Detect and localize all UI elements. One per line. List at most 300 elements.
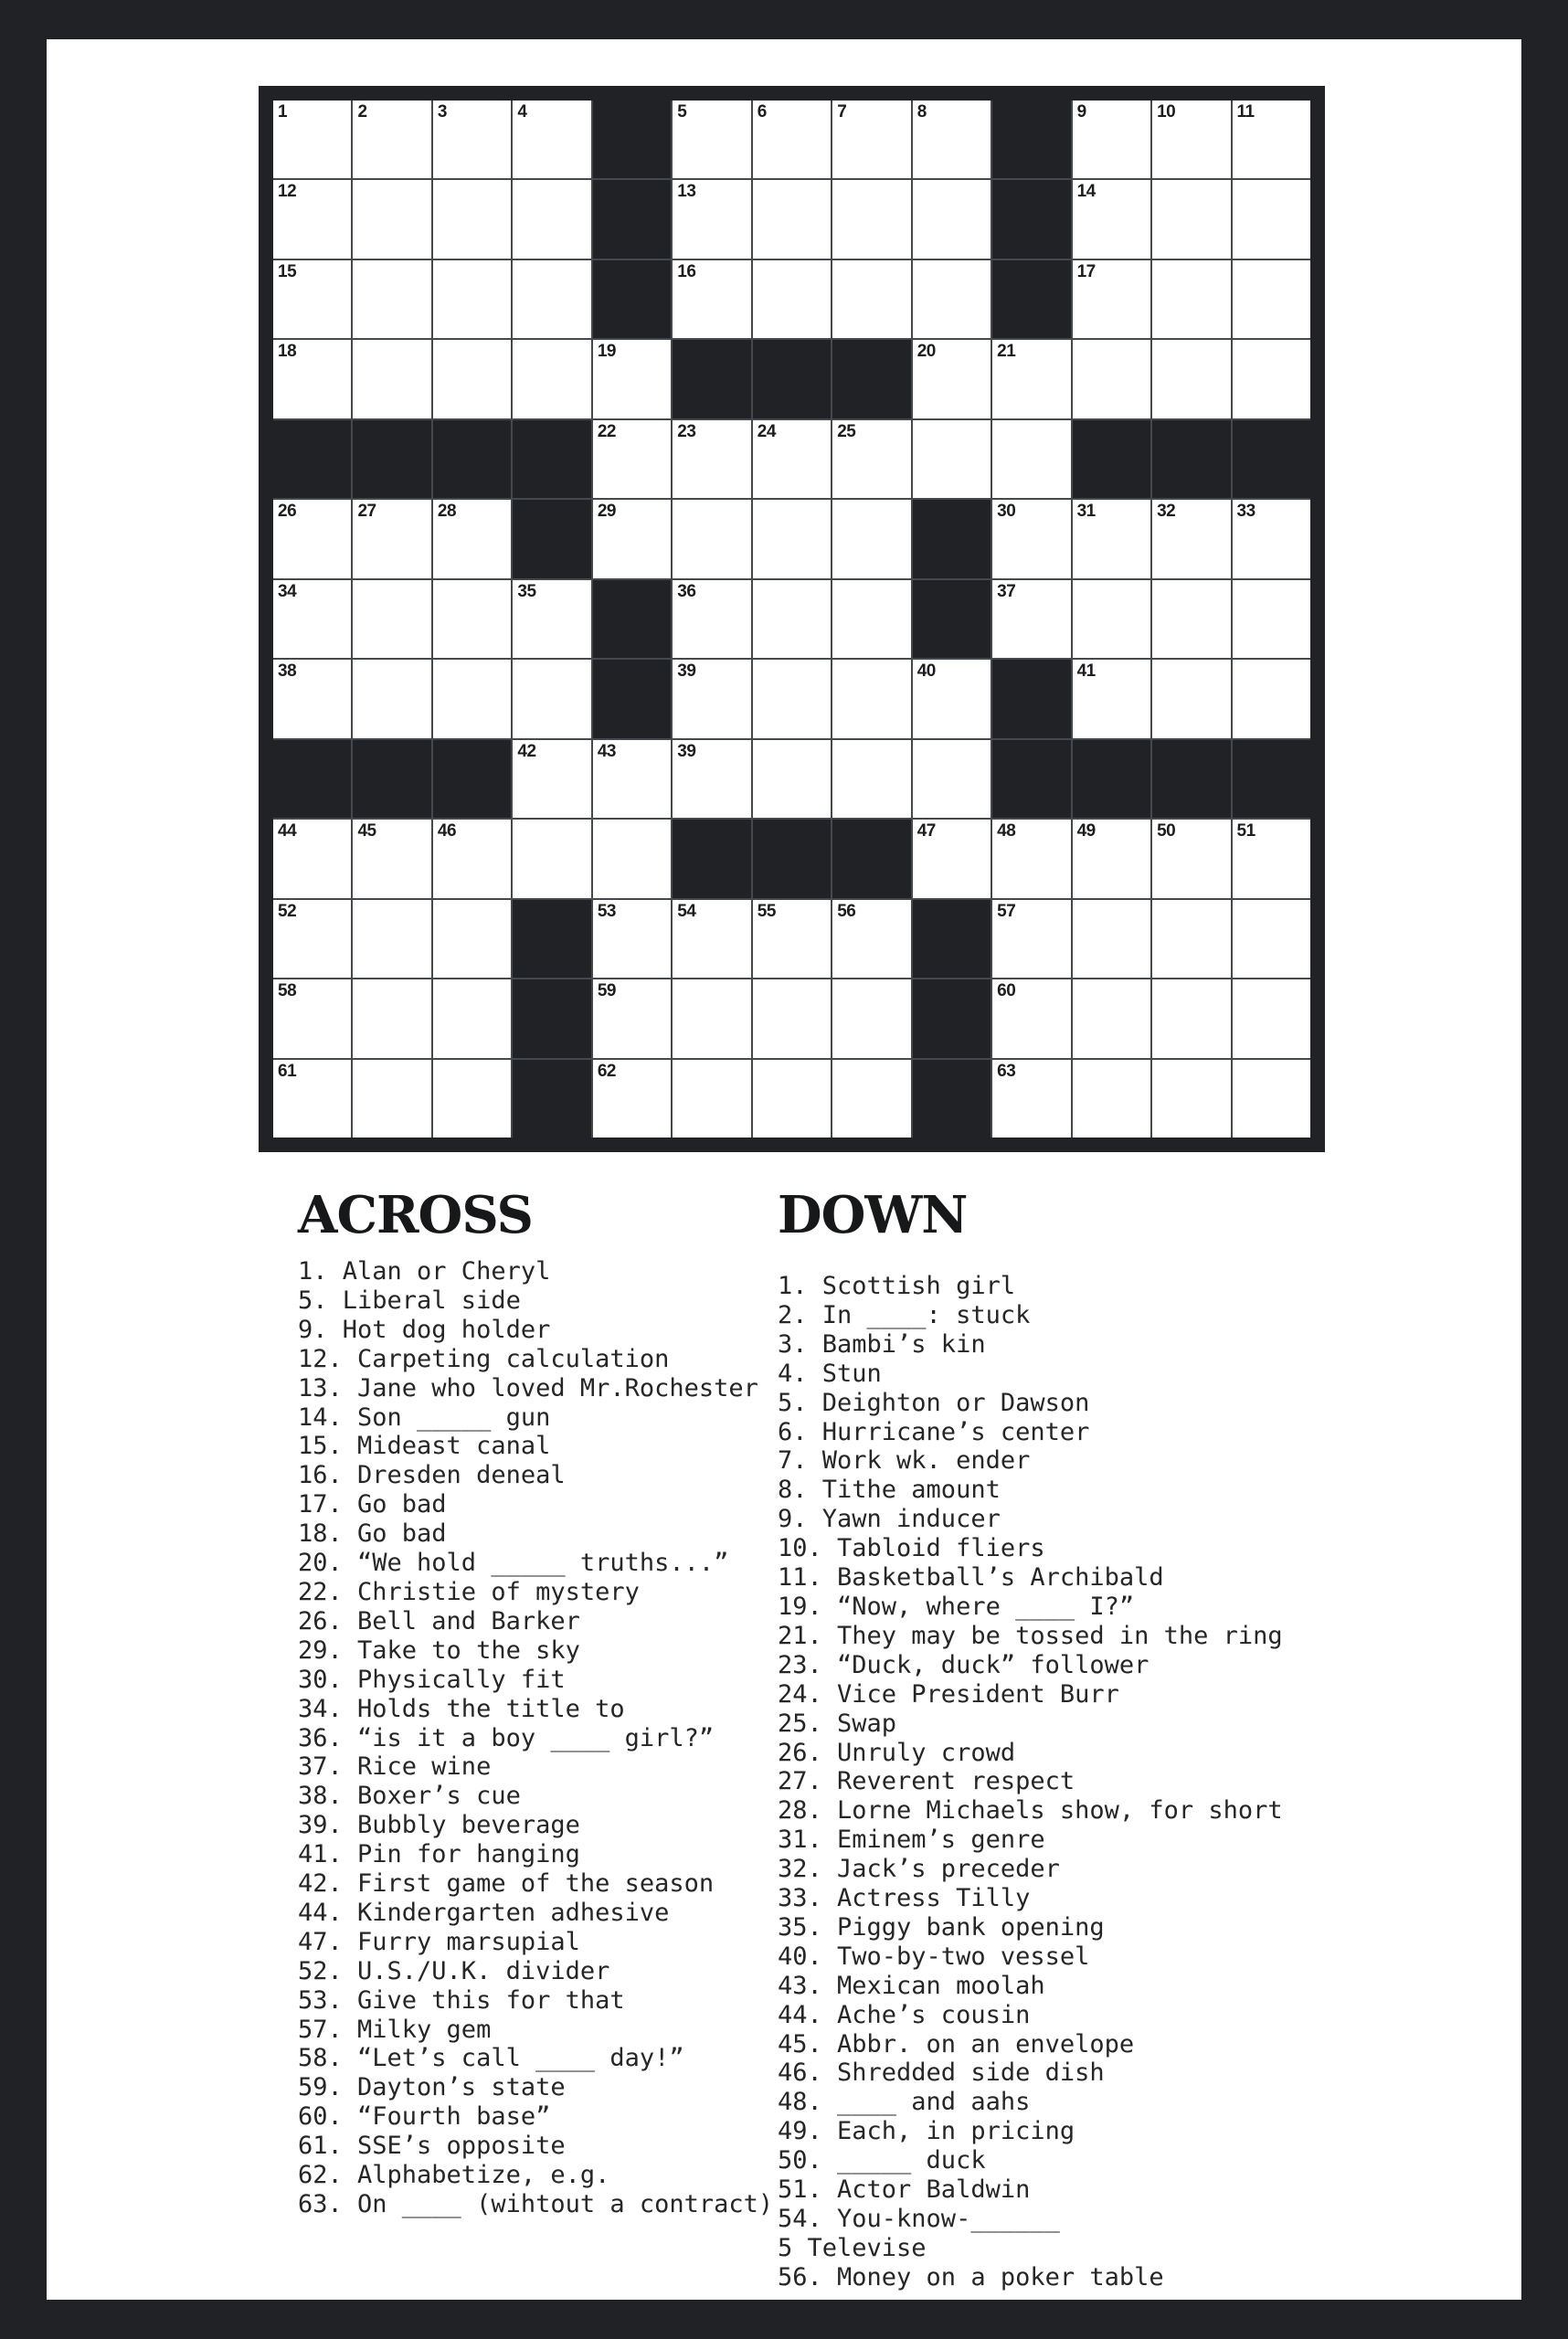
grid-cell[interactable] <box>273 340 351 418</box>
down-clue: 2. In ____: stuck <box>778 1300 1031 1329</box>
grid-cell[interactable] <box>832 1060 910 1138</box>
grid-cell[interactable] <box>433 260 511 338</box>
grid-cell[interactable] <box>673 979 750 1057</box>
black-cell <box>753 340 831 418</box>
across-clue: 9. Hot dog holder <box>298 1315 551 1344</box>
grid-cell[interactable] <box>753 420 831 498</box>
grid-cell[interactable] <box>353 900 430 978</box>
grid-cell[interactable] <box>913 260 991 338</box>
grid-cell[interactable] <box>273 900 351 978</box>
grid-cell[interactable] <box>433 1060 511 1138</box>
grid-cell[interactable] <box>1233 1060 1310 1138</box>
grid-cell[interactable] <box>1233 979 1310 1057</box>
cell-number: 57 <box>997 901 1016 921</box>
cell-number: 40 <box>916 661 936 682</box>
across-clue: 59. Dayton’s state <box>298 2073 566 2102</box>
cell-number: 1 <box>278 102 288 122</box>
cell-number: 15 <box>278 261 297 281</box>
black-cell <box>913 979 991 1057</box>
grid-cell[interactable] <box>832 260 910 338</box>
grid-cell[interactable] <box>753 260 831 338</box>
grid-cell[interactable] <box>1073 820 1150 897</box>
grid-cell[interactable] <box>1152 660 1230 737</box>
down-clue: 23. “Duck, duck” follower <box>778 1650 1150 1679</box>
grid-cell[interactable] <box>913 660 991 737</box>
across-clue: 1. Alan or Cheryl <box>298 1257 551 1286</box>
black-cell <box>673 340 750 418</box>
across-clue: 16. Dresden deneal <box>298 1461 566 1490</box>
black-cell <box>513 979 590 1057</box>
down-clue: 45. Abbr. on an envelope <box>778 2029 1135 2059</box>
cell-number: 34 <box>278 581 297 601</box>
across-clue: 63. On ____ (wihtout a contract) <box>298 2190 774 2218</box>
down-clue: 21. They may be tossed in the ring <box>778 1621 1283 1650</box>
grid-cell[interactable] <box>513 660 590 737</box>
down-clue-list <box>778 1272 1283 2292</box>
grid-cell[interactable] <box>353 340 430 418</box>
grid-cell[interactable] <box>673 740 750 818</box>
grid-cell[interactable] <box>832 101 910 178</box>
across-clue: 44. Kindergarten adhesive <box>298 1898 670 1927</box>
grid-cell[interactable] <box>1233 580 1310 658</box>
grid-cell[interactable] <box>273 820 351 897</box>
grid-cell[interactable] <box>353 101 430 178</box>
grid-cell[interactable] <box>913 101 991 178</box>
grid-cell[interactable] <box>593 900 671 978</box>
black-cell <box>353 420 430 498</box>
cell-number: 61 <box>278 1061 297 1081</box>
grid-cell[interactable] <box>992 580 1070 658</box>
grid-cell[interactable] <box>513 260 590 338</box>
cell-number: 58 <box>278 981 297 1001</box>
cell-number: 18 <box>278 342 297 362</box>
grid-cell[interactable] <box>992 900 1070 978</box>
across-clue: 38. Boxer’s cue <box>298 1782 521 1811</box>
grid-cell[interactable] <box>273 500 351 577</box>
cell-number: 48 <box>997 821 1016 841</box>
grid-cell[interactable] <box>673 580 750 658</box>
cell-number: 56 <box>837 901 856 921</box>
grid-cell[interactable] <box>353 180 430 258</box>
cell-number: 5 <box>677 102 687 122</box>
across-clue: 53. Give this for that <box>298 1985 625 2015</box>
cell-number: 28 <box>437 502 457 522</box>
grid-cell[interactable] <box>753 660 831 737</box>
grid-cell[interactable] <box>513 101 590 178</box>
grid-cell[interactable] <box>513 180 590 258</box>
cell-number: 50 <box>1157 821 1176 841</box>
cell-number: 7 <box>837 102 847 122</box>
down-clue: 54. You-know-______ <box>778 2205 1060 2233</box>
down-clue: 44. Ache’s cousin <box>778 2000 1031 2029</box>
across-clue: 20. “We hold _____ truths...” <box>298 1549 729 1578</box>
across-clue: 41. Pin for hanging <box>298 1840 580 1869</box>
black-cell <box>433 740 511 818</box>
down-clue: 7. Work wk. ender <box>778 1446 1031 1476</box>
grid-cell[interactable] <box>433 101 511 178</box>
down-clue: 27. Reverent respect <box>778 1767 1075 1796</box>
across-clue: 57. Milky gem <box>298 2015 492 2044</box>
grid-cell[interactable] <box>992 979 1070 1057</box>
grid-cell[interactable] <box>1073 979 1150 1057</box>
grid-cell[interactable] <box>1233 260 1310 338</box>
down-clue: 35. Piggy bank opening <box>778 1912 1105 1942</box>
grid-cell[interactable] <box>593 740 671 818</box>
across-clue: 22. Christie of mystery <box>298 1577 640 1606</box>
cell-number: 16 <box>677 261 696 281</box>
black-cell <box>992 660 1070 737</box>
grid-cell[interactable] <box>913 740 991 818</box>
down-clue: 25. Swap <box>778 1709 897 1738</box>
cell-number: 35 <box>517 581 536 601</box>
black-cell <box>832 820 910 897</box>
grid-cell[interactable] <box>433 580 511 658</box>
grid-cell[interactable] <box>1152 580 1230 658</box>
cell-number: 3 <box>437 102 447 122</box>
down-clue: 49. Each, in pricing <box>778 2117 1075 2146</box>
black-cell <box>1152 420 1230 498</box>
down-clue: 5. Deighton or Dawson <box>778 1388 1090 1417</box>
cell-number: 36 <box>677 581 696 601</box>
down-clue: 56. Money on a poker table <box>778 2262 1164 2291</box>
grid-cell[interactable] <box>433 900 511 978</box>
down-clue: 51. Actor Baldwin <box>778 2175 1031 2205</box>
cell-number: 9 <box>1076 102 1086 122</box>
grid-cell[interactable] <box>753 101 831 178</box>
grid-cell[interactable] <box>832 180 910 258</box>
grid-cell[interactable] <box>1152 1060 1230 1138</box>
black-cell <box>992 101 1070 178</box>
grid-cell[interactable] <box>593 820 671 897</box>
grid-cell[interactable] <box>1233 180 1310 258</box>
grid-cell[interactable] <box>273 660 351 737</box>
down-clue: 9. Yawn inducer <box>778 1505 1001 1534</box>
down-clue: 46. Shredded side dish <box>778 2059 1105 2088</box>
grid-cell[interactable] <box>1233 900 1310 978</box>
across-clue: 12. Carpeting calculation <box>298 1344 670 1373</box>
grid-cell[interactable] <box>832 979 910 1057</box>
grid-cell[interactable] <box>673 101 750 178</box>
grid-cell[interactable] <box>753 500 831 577</box>
grid-cell[interactable] <box>1152 500 1230 577</box>
grid-cell[interactable] <box>1152 180 1230 258</box>
grid-cell[interactable] <box>673 500 750 577</box>
grid-cell[interactable] <box>273 260 351 338</box>
cell-number: 38 <box>278 661 297 682</box>
black-cell <box>1152 740 1230 818</box>
cell-number: 60 <box>997 981 1016 1001</box>
grid-cell[interactable] <box>1152 260 1230 338</box>
grid-cell[interactable] <box>913 420 991 498</box>
down-clue: 50. _____ duck <box>778 2146 986 2175</box>
black-cell <box>273 740 351 818</box>
down-clue: 6. Hurricane’s center <box>778 1417 1090 1446</box>
down-clue: 26. Unruly crowd <box>778 1738 1016 1767</box>
across-clue: 15. Mideast canal <box>298 1432 551 1461</box>
grid-cell[interactable] <box>273 1060 351 1138</box>
across-clue: 34. Holds the title to <box>298 1694 625 1723</box>
cell-number: 39 <box>677 661 696 682</box>
grid-cell[interactable] <box>832 420 910 498</box>
cell-number: 41 <box>1076 661 1096 682</box>
across-clue: 30. Physically fit <box>298 1665 566 1694</box>
grid-cell[interactable] <box>353 500 430 577</box>
grid-cell[interactable] <box>513 820 590 897</box>
black-cell <box>513 900 590 978</box>
grid-cell[interactable] <box>1233 660 1310 737</box>
across-clue: 61. SSE’s opposite <box>298 2132 566 2161</box>
grid-cell[interactable] <box>1152 340 1230 418</box>
black-cell <box>1073 420 1150 498</box>
across-clue: 37. Rice wine <box>298 1752 492 1782</box>
black-cell <box>593 180 671 258</box>
grid-cell[interactable] <box>673 180 750 258</box>
grid-cell[interactable] <box>753 979 831 1057</box>
across-clue: 39. Bubbly beverage <box>298 1811 580 1840</box>
black-cell <box>513 500 590 577</box>
cell-number: 62 <box>597 1061 616 1081</box>
grid-cell[interactable] <box>273 979 351 1057</box>
grid-cell[interactable] <box>992 420 1070 498</box>
down-clue: 1. Scottish girl <box>778 1272 1016 1300</box>
cell-number: 22 <box>597 421 616 441</box>
grid-cell[interactable] <box>1152 979 1230 1057</box>
down-clue: 3. Bambi’s kin <box>778 1329 986 1359</box>
grid-cell[interactable] <box>913 180 991 258</box>
black-cell <box>913 1060 991 1138</box>
grid-cell[interactable] <box>753 1060 831 1138</box>
grid-cell[interactable] <box>593 340 671 418</box>
grid-cell[interactable] <box>593 500 671 577</box>
across-clue: 62. Alphabetize, e.g. <box>298 2161 610 2190</box>
cell-number: 27 <box>357 502 376 522</box>
down-clue: 40. Two-by-two vessel <box>778 1942 1090 1971</box>
cell-number: 21 <box>997 342 1016 362</box>
grid-cell[interactable] <box>992 1060 1070 1138</box>
grid-cell[interactable] <box>1073 180 1150 258</box>
grid-cell[interactable] <box>273 580 351 658</box>
across-clue: 42. First game of the season <box>298 1869 715 1899</box>
cell-number: 30 <box>997 502 1016 522</box>
cell-number: 42 <box>517 741 536 761</box>
black-cell <box>832 340 910 418</box>
cell-number: 23 <box>677 421 696 441</box>
grid-cell[interactable] <box>992 820 1070 897</box>
grid-cell[interactable] <box>992 340 1070 418</box>
cell-number: 29 <box>597 502 616 522</box>
grid-cell[interactable] <box>433 180 511 258</box>
down-clue: 31. Eminem’s genre <box>778 1826 1045 1855</box>
cell-number: 26 <box>278 502 297 522</box>
grid-cell[interactable] <box>593 420 671 498</box>
grid-cell[interactable] <box>832 500 910 577</box>
grid-cell[interactable] <box>753 180 831 258</box>
cell-number: 10 <box>1157 102 1176 122</box>
grid-cell[interactable] <box>1073 900 1150 978</box>
grid-cell[interactable] <box>353 580 430 658</box>
cell-number: 2 <box>357 102 367 122</box>
grid-cell[interactable] <box>1073 340 1150 418</box>
grid-cell[interactable] <box>353 820 430 897</box>
down-clue: 48. ____ and aahs <box>778 2088 1031 2117</box>
grid-cell[interactable] <box>992 500 1070 577</box>
grid-cell[interactable] <box>273 101 351 178</box>
cell-number: 12 <box>278 182 297 202</box>
grid-cell[interactable] <box>1233 340 1310 418</box>
cell-number: 19 <box>597 342 616 362</box>
across-heading: ACROSS <box>298 1185 533 1245</box>
grid-cell[interactable] <box>273 180 351 258</box>
across-clue-list <box>298 1257 773 2219</box>
black-cell <box>593 660 671 737</box>
grid-cell[interactable] <box>753 900 831 978</box>
cell-number: 39 <box>677 741 696 761</box>
grid-cell[interactable] <box>433 660 511 737</box>
cell-number: 47 <box>916 821 936 841</box>
grid-cell[interactable] <box>353 660 430 737</box>
grid-cell[interactable] <box>1233 820 1310 897</box>
across-clue: 52. U.S./U.K. divider <box>298 1956 610 1985</box>
cell-number: 31 <box>1076 502 1096 522</box>
grid-cell[interactable] <box>353 260 430 338</box>
down-clue: 10. Tabloid fliers <box>778 1534 1045 1563</box>
grid-cell[interactable] <box>433 340 511 418</box>
black-cell <box>593 101 671 178</box>
cell-number: 37 <box>997 581 1016 601</box>
cell-number: 13 <box>677 182 696 202</box>
grid-cell[interactable] <box>353 979 430 1057</box>
cell-number: 32 <box>1157 502 1176 522</box>
across-clue: 47. Furry marsupial <box>298 1927 580 1956</box>
grid-cell[interactable] <box>1073 1060 1150 1138</box>
across-clue: 58. “Let’s call ____ day!” <box>298 2044 684 2073</box>
grid-cell[interactable] <box>832 740 910 818</box>
grid-cell[interactable] <box>1152 820 1230 897</box>
black-cell <box>1073 740 1150 818</box>
down-clue: 33. Actress Tilly <box>778 1884 1031 1913</box>
grid-cell[interactable] <box>593 979 671 1057</box>
grid-cell[interactable] <box>433 979 511 1057</box>
grid-cell[interactable] <box>753 740 831 818</box>
cell-number: 8 <box>916 102 927 122</box>
down-heading: DOWN <box>778 1185 968 1245</box>
cell-number: 6 <box>757 102 767 122</box>
cell-number: 24 <box>757 421 776 441</box>
black-cell <box>1233 740 1310 818</box>
grid-cell[interactable] <box>353 1060 430 1138</box>
black-cell <box>273 420 351 498</box>
down-clue: 43. Mexican moolah <box>778 1971 1045 2000</box>
cell-number: 53 <box>597 901 616 921</box>
grid-cell[interactable] <box>1073 260 1150 338</box>
cell-number: 20 <box>916 342 936 362</box>
black-cell <box>1233 420 1310 498</box>
grid-cell[interactable] <box>1152 900 1230 978</box>
across-clue: 36. “is it a boy ____ girl?” <box>298 1723 715 1752</box>
cell-number: 49 <box>1076 821 1096 841</box>
across-clue: 29. Take to the sky <box>298 1635 580 1665</box>
cell-number: 33 <box>1236 502 1255 522</box>
black-cell <box>913 500 991 577</box>
grid-cell[interactable] <box>433 500 511 577</box>
cell-number: 55 <box>757 901 776 921</box>
down-clue: 28. Lorne Michaels show, for short <box>778 1796 1283 1826</box>
down-clue: 8. Tithe amount <box>778 1476 1001 1505</box>
grid-cell[interactable] <box>673 660 750 737</box>
grid-cell[interactable] <box>433 820 511 897</box>
crossword-grid <box>259 86 1325 1152</box>
down-clue: 24. Vice President Burr <box>778 1679 1119 1709</box>
across-clue: 14. Son _____ gun <box>298 1402 551 1432</box>
cell-number: 4 <box>517 102 527 122</box>
black-cell <box>913 900 991 978</box>
black-cell <box>593 580 671 658</box>
grid-cell[interactable] <box>1233 500 1310 577</box>
cell-number: 51 <box>1236 821 1255 841</box>
cell-number: 63 <box>997 1061 1016 1081</box>
grid-cell[interactable] <box>1233 101 1310 178</box>
cell-number: 54 <box>677 901 696 921</box>
down-clue: 19. “Now, where ____ I?” <box>778 1592 1135 1621</box>
grid-cell[interactable] <box>673 420 750 498</box>
grid-cell[interactable] <box>513 580 590 658</box>
cell-number: 44 <box>278 821 297 841</box>
grid-cell[interactable] <box>913 820 991 897</box>
across-clue: 60. “Fourth base” <box>298 2102 551 2132</box>
cell-number: 14 <box>1076 182 1096 202</box>
black-cell <box>753 820 831 897</box>
cell-number: 52 <box>278 901 297 921</box>
grid-cell[interactable] <box>673 900 750 978</box>
down-clue: 11. Basketball’s Archibald <box>778 1563 1164 1593</box>
black-cell <box>992 180 1070 258</box>
down-clue: 32. Jack’s preceder <box>778 1855 1060 1884</box>
black-cell <box>433 420 511 498</box>
black-cell <box>593 260 671 338</box>
grid-cell[interactable] <box>832 900 910 978</box>
grid-cell[interactable] <box>1152 101 1230 178</box>
grid-cell[interactable] <box>593 1060 671 1138</box>
grid-cell[interactable] <box>1073 580 1150 658</box>
black-cell <box>992 740 1070 818</box>
grid-cell[interactable] <box>832 660 910 737</box>
grid-cell[interactable] <box>513 340 590 418</box>
grid-cell[interactable] <box>913 340 991 418</box>
grid-cell[interactable] <box>753 580 831 658</box>
cell-number: 17 <box>1076 261 1096 281</box>
across-clue: 17. Go bad <box>298 1490 447 1519</box>
grid-cell[interactable] <box>1073 101 1150 178</box>
grid-cell[interactable] <box>832 580 910 658</box>
grid-cell[interactable] <box>1073 500 1150 577</box>
grid-cell[interactable] <box>673 260 750 338</box>
cell-number: 11 <box>1236 102 1255 122</box>
grid-cell[interactable] <box>513 740 590 818</box>
down-clue: 5 Televise <box>778 2233 927 2262</box>
black-cell <box>673 820 750 897</box>
across-clue: 26. Bell and Barker <box>298 1606 580 1635</box>
down-clue: 4. Stun <box>778 1359 882 1388</box>
cell-number: 43 <box>597 741 616 761</box>
grid-cell[interactable] <box>673 1060 750 1138</box>
black-cell <box>913 580 991 658</box>
across-clue: 5. Liberal side <box>298 1286 521 1315</box>
cell-number: 45 <box>357 821 376 841</box>
black-cell <box>513 420 590 498</box>
black-cell <box>513 1060 590 1138</box>
grid-cell[interactable] <box>1073 660 1150 737</box>
across-clue: 13. Jane who loved Mr.Rochester <box>298 1373 758 1402</box>
